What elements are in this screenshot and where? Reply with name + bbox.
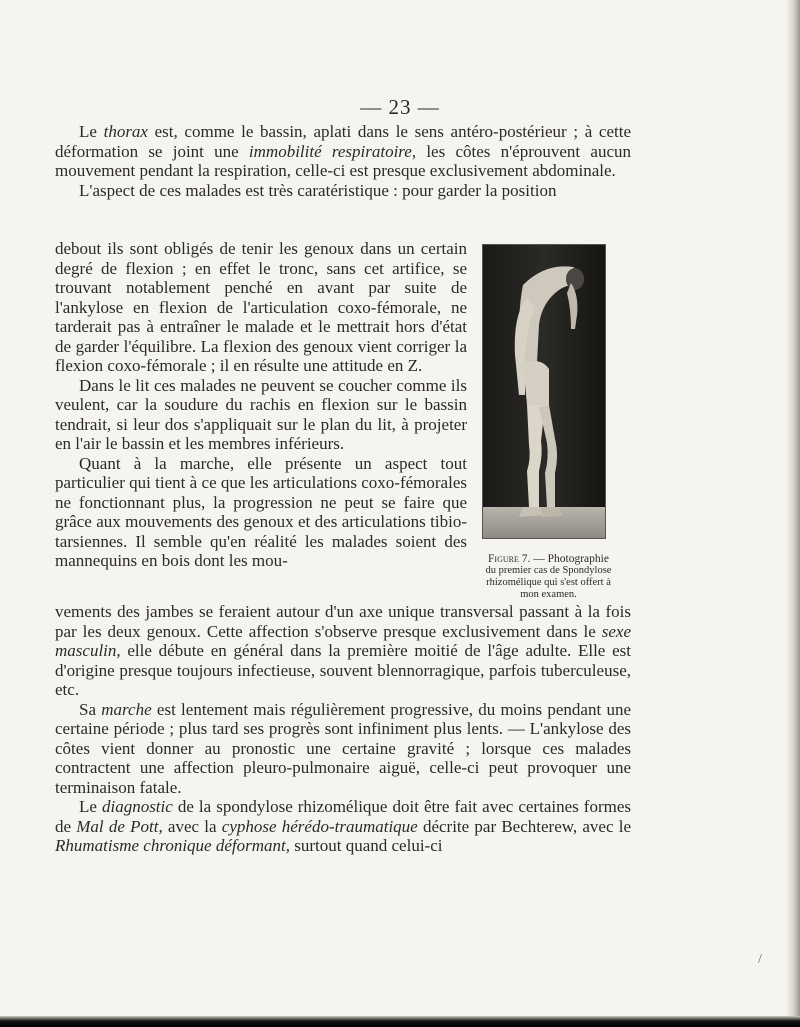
caption-number: 7. — Photographie: [521, 553, 609, 565]
margin-mark: /: [758, 952, 762, 967]
paragraph-diagnostic: [55, 797, 631, 856]
text-run: les côtes n'éprouvent aucun mouvement pendant la respiration, celle-ci est presque exclusivement abdominale.: [55, 141, 631, 180]
page-edge-shadow: [786, 0, 800, 1027]
text-run: est lentement mais régulièrement progressive, du moins pendant une certaine période ; plus tard ses progrès sont infiniment plus lents. — L'ankylose des côtes vient donner au pronostic une certaine gravité ; lorsque ces malades contractent une affection pleuro-pulmonaire aiguë, celle-ci peut provoquer une terminaison fatale.: [55, 699, 632, 797]
paragraph-marche-cont: [55, 602, 631, 700]
body-text-lower: [55, 602, 631, 856]
text-run: Le: [79, 122, 104, 141]
text-run: vements des jambes se feraient autour d'un axe unique transversal passant à la fois par les deux genoux. Cette affection s'observe presque exclusivement dans le: [55, 602, 631, 641]
caption-text: du premier cas de Spondylose rhizomélique qui s'est offert à mon examen.: [485, 565, 612, 600]
emphasis-thorax: thorax: [103, 122, 148, 141]
paragraph-thorax: [55, 122, 631, 181]
text-run: Sa: [79, 699, 102, 719]
text-run: elle débute en général dans la première moitié de l'âge adulte. Elle est d'origine presque toujours infectieuse, souvent blennorragique, parfois tuberculeuse, etc.: [55, 641, 631, 699]
text-run: décrite par Bechterew, avec le: [417, 816, 632, 836]
scan-bottom-border: [0, 1016, 800, 1027]
emphasis-sexe: sexe masculin,: [55, 621, 631, 660]
emphasis-immobilite: immobilité respiratoire,: [248, 141, 417, 161]
figure-caption: [481, 553, 616, 601]
emphasis-diagnostic: diagnostic: [101, 797, 173, 816]
body-text-top: [55, 122, 631, 200]
paragraph-progression: [55, 700, 631, 798]
text-run: est, comme le bassin, aplati dans le sens antéro-postérieur ; à cette déformation se joint une: [55, 122, 631, 161]
emphasis-marche: marche: [101, 699, 152, 719]
caption-label: Figure: [488, 553, 519, 565]
paragraph-aspect-lead: L'aspect de ces malades est très caratéristique : pour garder la position: [79, 180, 557, 200]
page-number: — 23 —: [360, 95, 440, 119]
body-text-narrow: [55, 239, 467, 571]
emphasis-rhumatisme: Rhumatisme chronique déformant,: [55, 836, 290, 855]
text-run: de la spondylose rhizomélique doit être fait avec certaines formes de: [55, 797, 631, 836]
caption-title: [481, 553, 616, 565]
paragraph-aspect-cont: debout ils sont obligés de tenir les genoux dans un certain degré de flexion ; en effet le tronc, sans cet artifice, se trouvant notablement penché en avant par suite de l'ankylose en flexion de l'articulation coxo-fémorale, ne tarderait pas à entraîner le malade et le mettrait hors d'état de garder l'équilibre. La flexion des genoux vient corriger la flexion coxo-fémorale ; il en résulte une attitude en Z.: [55, 239, 467, 375]
figure-photograph: [482, 244, 606, 539]
emphasis-cyphose: cyphose hérédo-traumatique: [221, 816, 418, 836]
text-run: Le: [79, 797, 102, 816]
paragraph-marche-start: Quant à la marche, elle présente un aspect tout particulier qui tient à ce que les articulations coxo-fémorales ne fonctionnant plus, la progression ne peut se faire que grâce aux mouvements des genoux et des articulations tibio-tarsiennes. Il semble qu'en réalité les malades soient des mannequins en bois dont les mou-: [55, 453, 467, 570]
patient-photo-image: [483, 245, 605, 538]
emphasis-mal-de-pott: Mal de Pott,: [76, 816, 163, 836]
text-run: avec la: [162, 816, 222, 836]
paragraph-lit: Dans le lit ces malades ne peuvent se coucher comme ils veulent, car la soudure du rachis en flexion sur le bassin tendrait, si leur dos s'appliquait sur le plan du lit, à projeter en l'air le bassin et les membres inférieurs.: [55, 375, 467, 453]
text-run: surtout quand celui-ci: [289, 836, 443, 855]
